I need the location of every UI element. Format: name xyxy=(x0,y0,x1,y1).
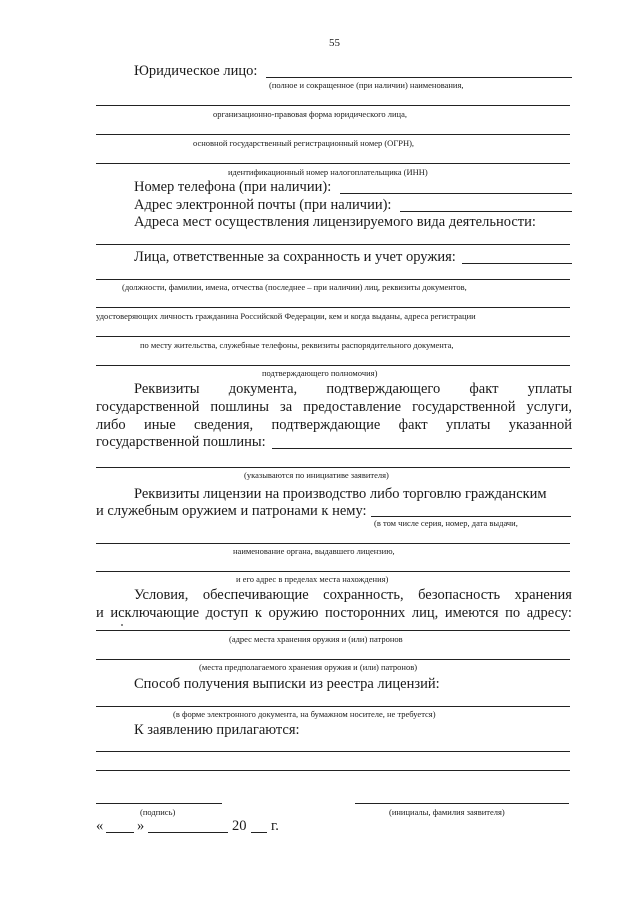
license-line-1: Реквизиты лицензии на производство либо торговлю гражданским xyxy=(134,486,547,502)
extract-method-label: Способ получения выписки из реестра лицензий: xyxy=(134,676,440,692)
fee-line-1 xyxy=(134,382,572,397)
license-line-2: и служебным оружием и патронами к нему: xyxy=(96,503,367,519)
attachments-line-1 xyxy=(96,751,570,752)
license-line-a xyxy=(371,516,571,517)
fee-word: пошлины xyxy=(210,399,270,415)
license-hint-2: наименование органа, выдавшего лицензию, xyxy=(233,546,395,556)
legal-entity-name-hint: (полное и сокращенное (при наличии) наименования, xyxy=(269,80,464,90)
applicant-name-hint: (инициалы, фамилия заявителя) xyxy=(389,807,505,817)
conditions-word: адресу: xyxy=(526,605,572,621)
date-day-line xyxy=(106,832,134,833)
fee-word: либо xyxy=(96,417,126,433)
fee-word: указанной xyxy=(508,417,572,433)
fee-word: предоставление xyxy=(303,399,402,415)
activity-address-label: Адреса мест осуществления лицензируемого вида деятельности: xyxy=(134,214,536,230)
legal-entity-form-line xyxy=(96,105,570,106)
responsible-hint-1: (должности, фамилии, имена, отчества (последнее – при наличии) лиц, реквизиты документов, xyxy=(122,282,467,292)
fee-word: подтверждающие xyxy=(271,417,381,433)
responsible-hint-3: по месту жительства, служебные телефоны, реквизиты распорядительного документа, xyxy=(140,340,454,350)
responsible-line-1 xyxy=(96,279,570,280)
fee-details-line-a xyxy=(272,448,572,449)
fee-word: уплаты xyxy=(527,381,572,397)
date-open-quote: « xyxy=(96,818,104,834)
page-number: 55 xyxy=(329,37,340,49)
date-year-suffix: г. xyxy=(271,818,279,834)
conditions-word: обеспечивающие xyxy=(202,587,309,603)
license-hint-3: и его адрес в пределах места нахождения) xyxy=(236,574,389,584)
conditions-line-1 xyxy=(134,588,572,603)
fee-line-4: государственной пошлины: xyxy=(96,434,266,450)
signature-hint: (подпись) xyxy=(140,807,176,817)
scan-speck xyxy=(121,624,123,626)
conditions-word: Условия, xyxy=(134,587,189,603)
fee-word: документа, xyxy=(228,381,298,397)
conditions-word: к xyxy=(254,605,262,621)
extract-method-line xyxy=(96,706,570,707)
conditions-word: хранения xyxy=(514,587,572,603)
date-close-quote: » xyxy=(137,818,145,834)
license-line-b xyxy=(96,543,570,544)
legal-entity-inn-hint: идентификационный номер налогоплательщика (ИНН) xyxy=(228,167,428,177)
activity-address-line xyxy=(96,244,570,245)
responsible-persons-label: Лица, ответственные за сохранность и учет оружия: xyxy=(134,249,456,265)
responsible-hint-4: подтверждающего полномочия) xyxy=(262,368,378,378)
conditions-word: лиц, xyxy=(411,605,439,621)
applicant-name-line xyxy=(355,803,569,804)
fee-details-line-b xyxy=(96,467,570,468)
fee-word: факт xyxy=(398,417,428,433)
conditions-word: доступ xyxy=(205,605,249,621)
phone-line xyxy=(340,193,572,194)
conditions-word: посторонних xyxy=(325,605,406,621)
conditions-word: исключающие xyxy=(110,605,200,621)
fee-word: Реквизиты xyxy=(134,381,200,397)
legal-entity-inn-line xyxy=(96,163,570,164)
fee-word: государственной xyxy=(96,399,200,415)
responsible-line-2 xyxy=(96,307,570,308)
date-year-line xyxy=(251,832,267,833)
email-label: Адрес электронной почты (при наличии): xyxy=(134,197,392,213)
responsible-line-3 xyxy=(96,336,570,337)
fee-line-3 xyxy=(96,418,572,433)
legal-entity-form-hint: организационно-правовая форма юридического лица, xyxy=(213,109,407,119)
attachments-line-2 xyxy=(96,770,570,771)
extract-method-hint: (в форме электронного документа, на бумажном носителе, не требуется) xyxy=(173,709,436,719)
responsible-line-4 xyxy=(96,365,570,366)
conditions-word: сохранность, xyxy=(323,587,404,603)
fee-word: иные xyxy=(143,417,176,433)
responsible-persons-line xyxy=(462,263,572,264)
conditions-word: безопасность xyxy=(418,587,501,603)
legal-entity-label: Юридическое лицо: xyxy=(134,63,258,79)
fee-word: факт xyxy=(469,381,499,397)
legal-entity-ogrn-hint: основной государственный регистрационный номер (ОГРН), xyxy=(193,138,415,148)
conditions-word: оружию xyxy=(268,605,319,621)
conditions-word: имеются xyxy=(444,605,499,621)
legal-entity-line xyxy=(266,77,572,78)
conditions-line-2 xyxy=(96,606,572,621)
fee-word: сведения, xyxy=(194,417,254,433)
email-line xyxy=(400,211,572,212)
fee-hint: (указываются по инициативе заявителя) xyxy=(244,470,389,480)
storage-address-hint: (адрес места хранения оружия и (или) патронов xyxy=(229,634,403,644)
date-year-prefix: 20 xyxy=(232,818,247,834)
fee-line-2 xyxy=(96,400,572,415)
signature-line xyxy=(96,803,222,804)
license-line-c xyxy=(96,571,570,572)
fee-word: услуги, xyxy=(526,399,572,415)
storage-address-line xyxy=(96,630,570,631)
storage-planned-hint: (места предполагаемого хранения оружия и (или) патронов) xyxy=(199,662,418,672)
date-month-line xyxy=(148,832,228,833)
legal-entity-ogrn-line xyxy=(96,134,570,135)
conditions-word: по xyxy=(505,605,521,621)
responsible-hint-2: удостоверяющих личность гражданина Российской Федерации, кем и когда выданы, адреса регистрации xyxy=(96,311,476,321)
phone-label: Номер телефона (при наличии): xyxy=(134,179,332,195)
storage-planned-line xyxy=(96,659,570,660)
license-hint-1: (в том числе серия, номер, дата выдачи, xyxy=(374,518,518,528)
conditions-word: и xyxy=(96,605,104,621)
fee-word: государственной xyxy=(412,399,516,415)
fee-word: уплаты xyxy=(446,417,491,433)
attachments-label: К заявлению прилагаются: xyxy=(134,722,300,738)
fee-word: подтверждающего xyxy=(326,381,441,397)
fee-word: за xyxy=(280,399,293,415)
